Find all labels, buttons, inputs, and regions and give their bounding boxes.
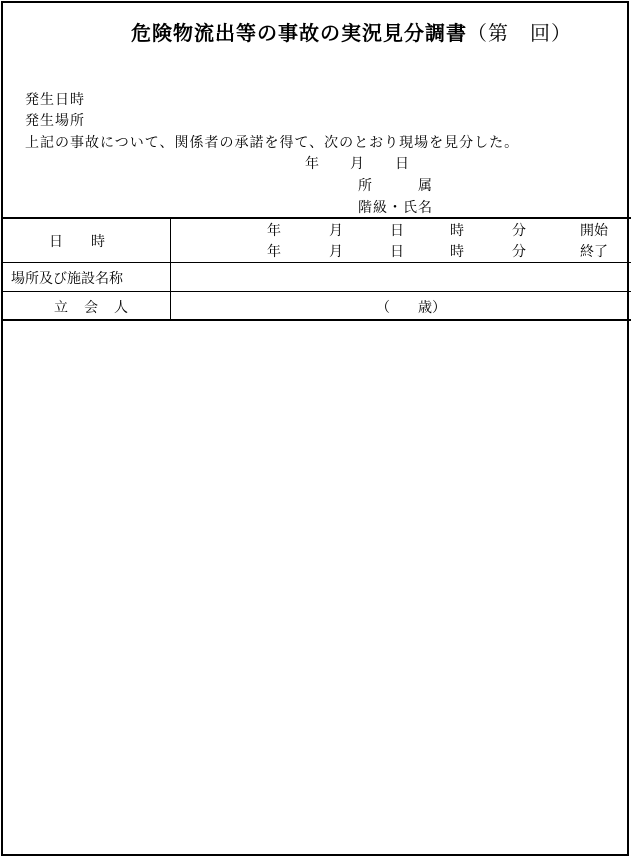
end-year-unit: 年 [267, 244, 281, 260]
start-hour-unit: 時 [450, 223, 464, 239]
start-status: 開始 [580, 223, 608, 239]
datetime-label: 日 時 [49, 234, 105, 250]
start-month-unit: 月 [329, 223, 343, 239]
place-facility-label: 場所及び施設名称 [11, 271, 123, 287]
inspection-date-label: 年 月 日 [305, 156, 410, 172]
document-title-main: 危険物流出等の事故の実況見分調書 [131, 21, 467, 45]
rank-name-label: 階級・氏名 [358, 200, 433, 216]
witness-label: 立 会 人 [54, 300, 129, 316]
end-minute-unit: 分 [512, 244, 526, 260]
table-top-border [3, 217, 631, 219]
start-day-unit: 日 [390, 223, 404, 239]
document-title [131, 17, 572, 46]
inspection-statement: 上記の事故について、関係者の承諾を得て、次のとおり現場を見分した。 [25, 135, 520, 151]
row-divider-place [3, 291, 631, 292]
inspection-notes-area[interactable] [3, 321, 627, 854]
start-year-unit: 年 [267, 223, 281, 239]
occurrence-place-label: 発生場所 [25, 113, 85, 129]
occurrence-datetime-label: 発生日時 [25, 92, 85, 108]
witness-age: （ 歳） [376, 300, 446, 316]
end-hour-unit: 時 [450, 244, 464, 260]
form-frame [1, 1, 629, 856]
start-minute-unit: 分 [512, 223, 526, 239]
end-day-unit: 日 [390, 244, 404, 260]
document-title-suffix: （第 回） [467, 21, 572, 45]
end-status: 終了 [580, 244, 608, 260]
affiliation-label: 所 属 [358, 178, 433, 194]
column-divider [170, 218, 171, 320]
row-divider-datetime [3, 262, 631, 263]
end-month-unit: 月 [329, 244, 343, 260]
